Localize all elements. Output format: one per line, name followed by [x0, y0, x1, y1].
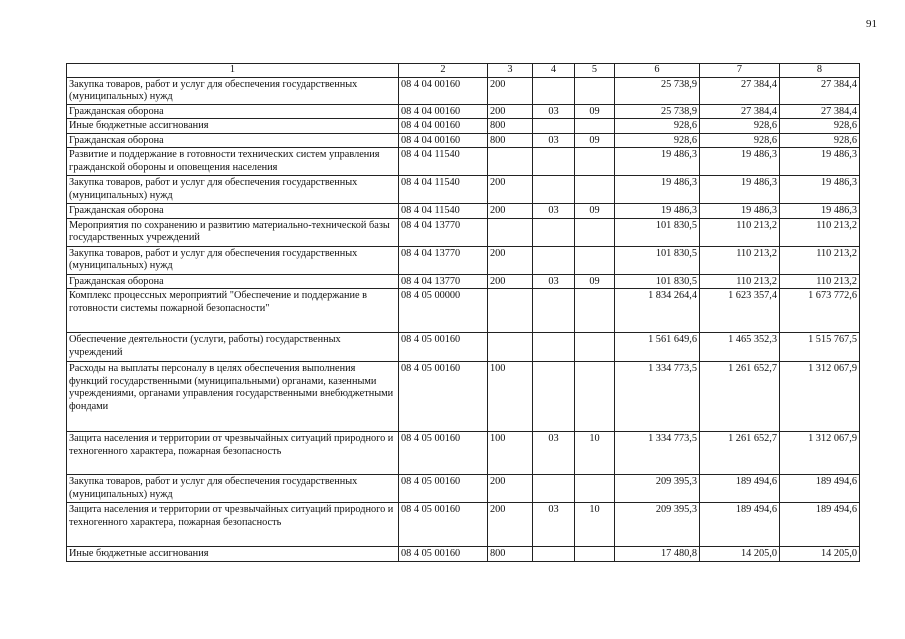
expense-name: Комплекс процессных мероприятий "Обеспечение и поддержание в готовности системы пожарной безопасности" [67, 289, 399, 333]
expense-name: Расходы на выплаты персоналу в целях обеспечения выполнения функций государственными (муниципальными) органами, казенными учреждениями, органами управления государственными внебюджетными фондами [67, 362, 399, 432]
table-row [67, 204, 860, 219]
column-header: 8 [780, 64, 860, 78]
amount-col6: 19 486,3 [615, 176, 700, 204]
table-row [67, 176, 860, 204]
amount-col7: 19 486,3 [700, 176, 780, 204]
section-code [533, 119, 575, 134]
expense-type-code: 200 [488, 176, 533, 204]
section-code: 03 [533, 104, 575, 119]
amount-col8: 1 312 067,9 [780, 432, 860, 475]
amount-col6: 19 486,3 [615, 148, 700, 176]
section-code [533, 333, 575, 362]
amount-col8: 928,6 [780, 119, 860, 134]
amount-col6: 1 334 773,5 [615, 362, 700, 432]
expense-name: Иные бюджетные ассигнования [67, 547, 399, 562]
amount-col6: 209 395,3 [615, 475, 700, 503]
amount-col8: 19 486,3 [780, 176, 860, 204]
target-article-code: 08 4 04 00160 [399, 104, 488, 119]
amount-col6: 928,6 [615, 119, 700, 134]
target-article-code: 08 4 04 13770 [399, 246, 488, 274]
amount-col7: 1 465 352,3 [700, 333, 780, 362]
amount-col8: 110 213,2 [780, 246, 860, 274]
amount-col8: 14 205,0 [780, 547, 860, 562]
amount-col6: 17 480,8 [615, 547, 700, 562]
expense-name: Гражданская оборона [67, 274, 399, 289]
expense-name: Защита населения и территории от чрезвычайных ситуаций природного и техногенного характера, пожарная безопасность [67, 503, 399, 547]
amount-col7: 110 213,2 [700, 218, 780, 246]
subsection-code [575, 362, 615, 432]
amount-col7: 928,6 [700, 133, 780, 148]
expense-type-code: 800 [488, 547, 533, 562]
expense-name: Защита населения и территории от чрезвычайных ситуаций природного и техногенного характера, пожарная безопасность [67, 432, 399, 475]
table-row [67, 432, 860, 475]
section-code [533, 362, 575, 432]
target-article-code: 08 4 04 00160 [399, 77, 488, 104]
section-code [533, 475, 575, 503]
column-header: 4 [533, 64, 575, 78]
amount-col8: 189 494,6 [780, 475, 860, 503]
amount-col6: 25 738,9 [615, 77, 700, 104]
amount-col8: 110 213,2 [780, 274, 860, 289]
section-code [533, 148, 575, 176]
table-row [67, 148, 860, 176]
amount-col6: 1 834 264,4 [615, 289, 700, 333]
expense-type-code: 200 [488, 274, 533, 289]
expense-type-code: 100 [488, 432, 533, 475]
table-row [67, 77, 860, 104]
table-row [67, 547, 860, 562]
target-article-code: 08 4 04 11540 [399, 148, 488, 176]
expense-type-code: 200 [488, 503, 533, 547]
subsection-code [575, 547, 615, 562]
amount-col8: 928,6 [780, 133, 860, 148]
section-code [533, 289, 575, 333]
subsection-code [575, 475, 615, 503]
amount-col7: 27 384,4 [700, 77, 780, 104]
table-row [67, 475, 860, 503]
expense-type-code [488, 289, 533, 333]
amount-col7: 1 623 357,4 [700, 289, 780, 333]
section-code: 03 [533, 204, 575, 219]
subsection-code: 09 [575, 204, 615, 219]
expense-type-code: 800 [488, 119, 533, 134]
amount-col8: 27 384,4 [780, 104, 860, 119]
section-code [533, 547, 575, 562]
subsection-code [575, 148, 615, 176]
table-row [67, 218, 860, 246]
target-article-code: 08 4 05 00160 [399, 503, 488, 547]
expense-name: Закупка товаров, работ и услуг для обеспечения государственных (муниципальных) нужд [67, 475, 399, 503]
target-article-code: 08 4 05 00160 [399, 547, 488, 562]
section-code [533, 77, 575, 104]
column-header: 5 [575, 64, 615, 78]
amount-col6: 19 486,3 [615, 204, 700, 219]
expense-type-code [488, 148, 533, 176]
target-article-code: 08 4 05 00160 [399, 333, 488, 362]
subsection-code [575, 289, 615, 333]
expense-name: Развитие и поддержание в готовности технических систем управления гражданской обороны и оповещения населения [67, 148, 399, 176]
expense-type-code: 200 [488, 246, 533, 274]
budget-table [66, 63, 860, 562]
amount-col8: 110 213,2 [780, 218, 860, 246]
table-row [67, 104, 860, 119]
target-article-code: 08 4 04 11540 [399, 204, 488, 219]
expense-type-code: 800 [488, 133, 533, 148]
subsection-code: 09 [575, 104, 615, 119]
section-code: 03 [533, 274, 575, 289]
amount-col6: 1 334 773,5 [615, 432, 700, 475]
amount-col8: 27 384,4 [780, 77, 860, 104]
column-header: 3 [488, 64, 533, 78]
subsection-code: 10 [575, 503, 615, 547]
expense-name: Закупка товаров, работ и услуг для обеспечения государственных (муниципальных) нужд [67, 246, 399, 274]
amount-col7: 14 205,0 [700, 547, 780, 562]
target-article-code: 08 4 04 13770 [399, 218, 488, 246]
target-article-code: 08 4 04 13770 [399, 274, 488, 289]
expense-name: Иные бюджетные ассигнования [67, 119, 399, 134]
expense-name: Гражданская оборона [67, 204, 399, 219]
subsection-code [575, 176, 615, 204]
expense-type-code [488, 218, 533, 246]
table-row [67, 274, 860, 289]
expense-name: Мероприятия по сохранению и развитию материально-технической базы государственных учреждений [67, 218, 399, 246]
section-code: 03 [533, 503, 575, 547]
column-header: 6 [615, 64, 700, 78]
amount-col6: 928,6 [615, 133, 700, 148]
expense-type-code: 200 [488, 475, 533, 503]
table-row [67, 119, 860, 134]
subsection-code [575, 246, 615, 274]
subsection-code: 09 [575, 133, 615, 148]
amount-col7: 27 384,4 [700, 104, 780, 119]
amount-col7: 189 494,6 [700, 503, 780, 547]
target-article-code: 08 4 05 00000 [399, 289, 488, 333]
amount-col7: 1 261 652,7 [700, 432, 780, 475]
target-article-code: 08 4 05 00160 [399, 475, 488, 503]
target-article-code: 08 4 05 00160 [399, 362, 488, 432]
amount-col7: 110 213,2 [700, 246, 780, 274]
expense-type-code: 200 [488, 104, 533, 119]
amount-col7: 110 213,2 [700, 274, 780, 289]
amount-col6: 1 561 649,6 [615, 333, 700, 362]
amount-col8: 1 673 772,6 [780, 289, 860, 333]
expense-name: Гражданская оборона [67, 133, 399, 148]
amount-col8: 1 312 067,9 [780, 362, 860, 432]
expense-name: Обеспечение деятельности (услуги, работы) государственных учреждений [67, 333, 399, 362]
amount-col8: 19 486,3 [780, 204, 860, 219]
expense-type-code [488, 333, 533, 362]
column-header: 7 [700, 64, 780, 78]
table-row [67, 289, 860, 333]
section-code [533, 246, 575, 274]
target-article-code: 08 4 04 00160 [399, 133, 488, 148]
table-row [67, 333, 860, 362]
amount-col8: 1 515 767,5 [780, 333, 860, 362]
expense-type-code: 200 [488, 77, 533, 104]
amount-col7: 19 486,3 [700, 204, 780, 219]
amount-col7: 1 261 652,7 [700, 362, 780, 432]
amount-col6: 101 830,5 [615, 246, 700, 274]
table-row [67, 133, 860, 148]
amount-col6: 209 395,3 [615, 503, 700, 547]
target-article-code: 08 4 04 11540 [399, 176, 488, 204]
expense-name: Закупка товаров, работ и услуг для обеспечения государственных (муниципальных) нужд [67, 176, 399, 204]
table-header-row [67, 64, 860, 78]
column-header: 2 [399, 64, 488, 78]
expense-name: Закупка товаров, работ и услуг для обеспечения государственных (муниципальных) нужд [67, 77, 399, 104]
column-header: 1 [67, 64, 399, 78]
table-row [67, 246, 860, 274]
section-code [533, 218, 575, 246]
table-row [67, 503, 860, 547]
subsection-code [575, 119, 615, 134]
subsection-code [575, 218, 615, 246]
expense-type-code: 100 [488, 362, 533, 432]
page-number: 91 [866, 18, 877, 30]
amount-col6: 25 738,9 [615, 104, 700, 119]
expense-name: Гражданская оборона [67, 104, 399, 119]
section-code: 03 [533, 133, 575, 148]
table-row [67, 362, 860, 432]
amount-col6: 101 830,5 [615, 274, 700, 289]
amount-col7: 19 486,3 [700, 148, 780, 176]
amount-col8: 189 494,6 [780, 503, 860, 547]
amount-col8: 19 486,3 [780, 148, 860, 176]
subsection-code: 10 [575, 432, 615, 475]
amount-col6: 101 830,5 [615, 218, 700, 246]
target-article-code: 08 4 04 00160 [399, 119, 488, 134]
subsection-code: 09 [575, 274, 615, 289]
section-code: 03 [533, 432, 575, 475]
subsection-code [575, 77, 615, 104]
amount-col7: 189 494,6 [700, 475, 780, 503]
subsection-code [575, 333, 615, 362]
amount-col7: 928,6 [700, 119, 780, 134]
expense-type-code: 200 [488, 204, 533, 219]
section-code [533, 176, 575, 204]
target-article-code: 08 4 05 00160 [399, 432, 488, 475]
